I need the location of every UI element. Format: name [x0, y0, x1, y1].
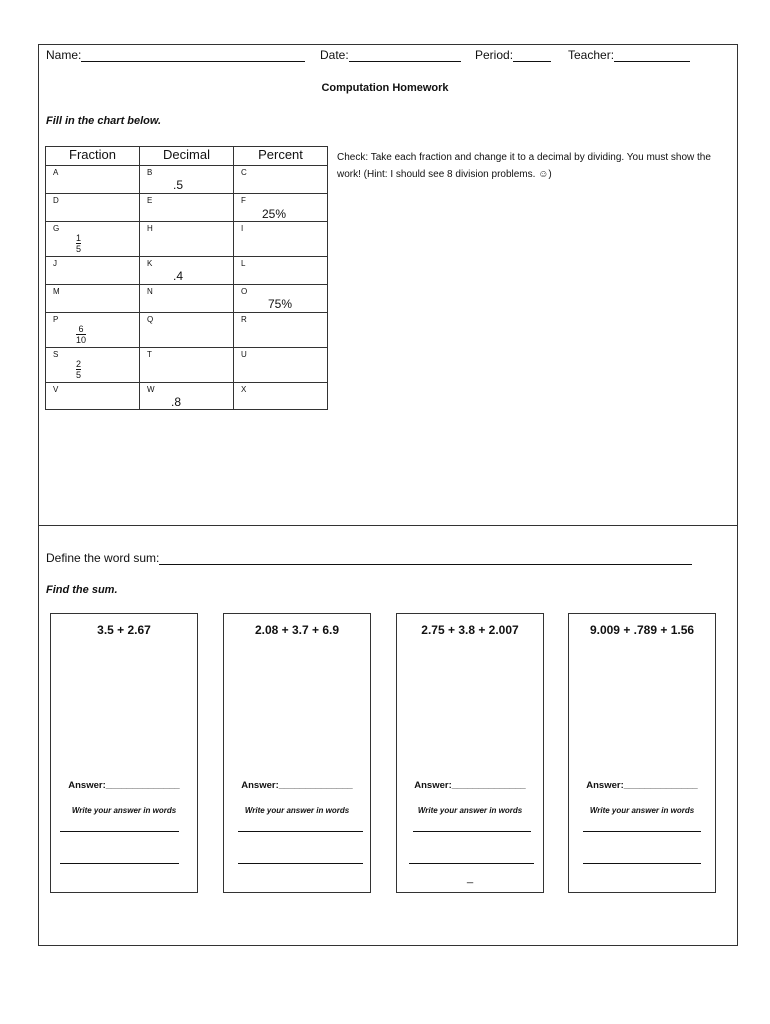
- fraction-value: [76, 233, 81, 254]
- cell-u[interactable]: [234, 348, 328, 383]
- chart-row: [46, 194, 328, 222]
- cell-a[interactable]: [46, 166, 140, 194]
- cell-t[interactable]: [140, 348, 234, 383]
- words-line[interactable]: [583, 863, 701, 864]
- cell-i[interactable]: [234, 222, 328, 257]
- cell-letter: L: [241, 259, 246, 268]
- cell-k[interactable]: [140, 257, 234, 285]
- cell-letter: N: [147, 287, 153, 296]
- problem-box: [396, 613, 544, 893]
- name-label: Name:: [46, 48, 82, 62]
- problem-expression: 3.5 + 2.67: [97, 623, 151, 637]
- chart-row: [46, 166, 328, 194]
- problem-box: [223, 613, 371, 893]
- page-title: Computation Homework: [321, 82, 449, 94]
- problem-expression: 9.009 + .789 + 1.56: [589, 623, 695, 637]
- header-decimal: Decimal: [140, 147, 234, 166]
- words-line[interactable]: [413, 831, 531, 832]
- define-sum-blank[interactable]: [159, 552, 692, 565]
- cell-r[interactable]: [234, 313, 328, 348]
- header-fraction: Fraction: [46, 147, 140, 166]
- answer-field[interactable]: Answer:______________: [414, 780, 526, 791]
- words-line[interactable]: [60, 863, 179, 864]
- cell-letter: C: [241, 168, 247, 177]
- name-field[interactable]: [46, 48, 305, 62]
- cell-v[interactable]: [46, 383, 140, 410]
- period-field[interactable]: [475, 48, 551, 62]
- cell-value: .4: [173, 269, 184, 283]
- cell-b[interactable]: [140, 166, 234, 194]
- section-divider: [38, 525, 738, 526]
- answer-field[interactable]: Answer:______________: [586, 780, 698, 791]
- cell-q[interactable]: [140, 313, 234, 348]
- cell-letter: R: [241, 315, 247, 324]
- name-blank[interactable]: [81, 49, 305, 62]
- cell-letter: J: [53, 259, 57, 268]
- problem-box: [50, 613, 198, 893]
- cell-p[interactable]: [46, 313, 140, 348]
- words-instruction: Write your answer in words: [244, 806, 350, 815]
- fraction-value: [76, 324, 86, 345]
- stray-mark: _: [467, 872, 474, 884]
- date-field[interactable]: [320, 48, 461, 62]
- cell-letter: A: [53, 168, 59, 177]
- define-sum-label: Define the word sum:: [46, 551, 160, 565]
- cell-w[interactable]: [140, 383, 234, 410]
- cell-d[interactable]: [46, 194, 140, 222]
- problem-expression: 2.75 + 3.8 + 2.007: [421, 623, 519, 637]
- teacher-field[interactable]: [568, 48, 690, 62]
- cell-letter: X: [241, 385, 247, 394]
- chart-row: [46, 348, 328, 383]
- cell-x[interactable]: [234, 383, 328, 410]
- fraction-numerator: 2: [76, 359, 82, 369]
- header-percent: Percent: [234, 147, 328, 166]
- cell-letter: B: [147, 168, 153, 177]
- cell-letter: E: [147, 196, 153, 205]
- cell-letter: M: [53, 287, 60, 296]
- cell-letter: O: [241, 287, 248, 296]
- teacher-label: Teacher:: [568, 48, 615, 62]
- chart-row: [46, 222, 328, 257]
- cell-n[interactable]: [140, 285, 234, 313]
- chart-row: [46, 285, 328, 313]
- words-line[interactable]: [238, 831, 363, 832]
- cell-o[interactable]: [234, 285, 328, 313]
- teacher-blank[interactable]: [614, 49, 690, 62]
- cell-letter: H: [147, 224, 153, 233]
- cell-letter: S: [53, 350, 59, 359]
- fraction-denominator: 5: [76, 244, 82, 254]
- fraction-value: [76, 359, 81, 380]
- cell-c[interactable]: [234, 166, 328, 194]
- cell-h[interactable]: [140, 222, 234, 257]
- cell-value: .5: [173, 178, 184, 192]
- fraction-numerator: 1: [76, 233, 82, 243]
- cell-letter: F: [241, 196, 246, 205]
- words-line[interactable]: [238, 863, 363, 864]
- check-text: Check: Take each fraction and change it to a decimal by dividing. You must show the work! (Hint: I should see 8 division problems. ☺): [337, 152, 711, 180]
- problem-expression: 2.08 + 3.7 + 6.9: [254, 623, 340, 637]
- cell-l[interactable]: [234, 257, 328, 285]
- cell-f[interactable]: [234, 194, 328, 222]
- period-blank[interactable]: [513, 49, 551, 62]
- words-instruction: Write your answer in words: [417, 806, 523, 815]
- cell-g[interactable]: [46, 222, 140, 257]
- cell-value: 75%: [268, 297, 293, 311]
- cell-value: .8: [171, 395, 182, 409]
- problem-box: [568, 613, 716, 893]
- chart-row: [46, 383, 328, 410]
- fraction-numerator: 6: [78, 324, 84, 334]
- fraction-decimal-percent-chart: [45, 146, 328, 410]
- words-line[interactable]: [583, 831, 701, 832]
- words-line[interactable]: [60, 831, 179, 832]
- cell-letter: P: [53, 315, 59, 324]
- fraction-denominator: 10: [76, 335, 87, 345]
- cell-letter: V: [53, 385, 59, 394]
- cell-letter: I: [241, 224, 244, 233]
- cell-letter: W: [147, 385, 155, 394]
- date-label: Date:: [320, 48, 349, 62]
- sum-instruction: Find the sum.: [46, 584, 118, 596]
- answer-field[interactable]: Answer:______________: [68, 780, 180, 791]
- cell-letter: T: [147, 350, 152, 359]
- cell-j[interactable]: [46, 257, 140, 285]
- chart-row: [46, 257, 328, 285]
- cell-m[interactable]: [46, 285, 140, 313]
- chart-header-row: [46, 147, 328, 166]
- cell-value: 25%: [262, 207, 287, 221]
- period-label: Period:: [475, 48, 514, 62]
- cell-s[interactable]: [46, 348, 140, 383]
- cell-letter: G: [53, 224, 60, 233]
- words-instruction: Write your answer in words: [589, 806, 695, 815]
- chart-instruction: Fill in the chart below.: [46, 115, 162, 127]
- cell-letter: K: [147, 259, 153, 268]
- date-blank[interactable]: [349, 49, 461, 62]
- words-line[interactable]: [409, 863, 534, 864]
- answer-field[interactable]: Answer:______________: [241, 780, 353, 791]
- cell-letter: Q: [147, 315, 154, 324]
- cell-e[interactable]: [140, 194, 234, 222]
- words-instruction: Write your answer in words: [71, 806, 177, 815]
- chart-row: [46, 313, 328, 348]
- cell-letter: U: [241, 350, 247, 359]
- cell-letter: D: [53, 196, 59, 205]
- fraction-denominator: 5: [76, 370, 82, 380]
- define-sum-field[interactable]: [46, 551, 692, 565]
